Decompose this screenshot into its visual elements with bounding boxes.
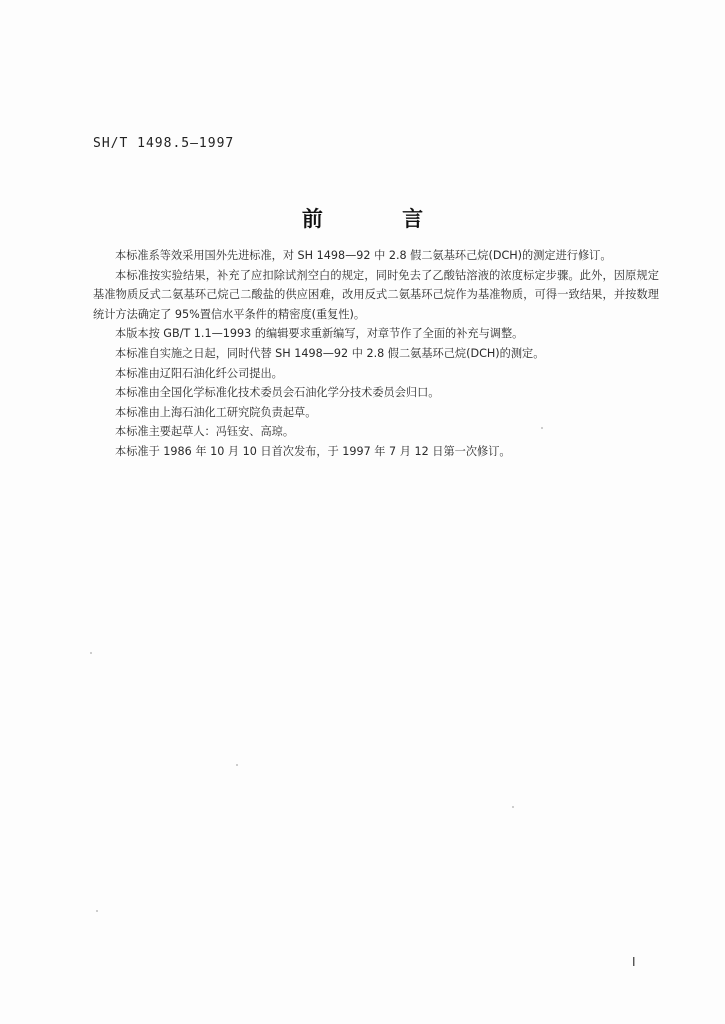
- scan-speck: [96, 910, 98, 912]
- standard-code: SH/T 1498.5—1997: [93, 136, 235, 151]
- page-title: 前 言: [301, 206, 460, 231]
- paragraph-history: 本标准于 1986 年 10 月 10 日首次发布，于 1997 年 7 月 12 日第一次修订。: [115, 444, 511, 458]
- paragraph-revision-details: 本标准按实验结果，补充了应扣除试剂空白的规定，同时免去了乙酸钴溶液的浓度标定步骤。此外，因原规定基准物质反式二氨基环己烷己二酸盐的供应困难，改用反式二氨基环己烷作为基准物质，可得一致结果，并按数理统计方法确定了 95%置信水平条件的精密度(重复性)。: [93, 268, 659, 321]
- paragraph-adoption: 本标准系等效采用国外先进标准，对 SH 1498—92 中 2.8 假二氨基环己烷(DCH)的测定进行修订。: [115, 249, 612, 262]
- scan-speck: [90, 652, 92, 654]
- paragraph-drafting-unit: 本标准由上海石油化工研究院负责起草。: [115, 405, 317, 419]
- paragraph-editorial: 本版本按 GB/T 1.1—1993 的编辑要求重新编写，对章节作了全面的补充与调整。: [115, 327, 524, 341]
- scan-speck: [512, 806, 514, 808]
- scan-speck: [236, 764, 238, 766]
- paragraph-proposer: 本标准由辽阳石油化纤公司提出。: [115, 366, 283, 380]
- foreword-body: [93, 246, 659, 462]
- scan-speck: [541, 427, 543, 429]
- page-number: I: [632, 955, 636, 969]
- paragraph-committee: 本标准由全国化学标准化技术委员会石油化学分技术委员会归口。: [115, 386, 440, 400]
- paragraph-drafters: 本标准主要起草人：冯钰安、高琼。: [115, 425, 295, 439]
- paragraph-replacement: 本标准自实施之日起，同时代替 SH 1498—92 中 2.8 假二氨基环己烷(DCH)的测定。: [115, 346, 545, 360]
